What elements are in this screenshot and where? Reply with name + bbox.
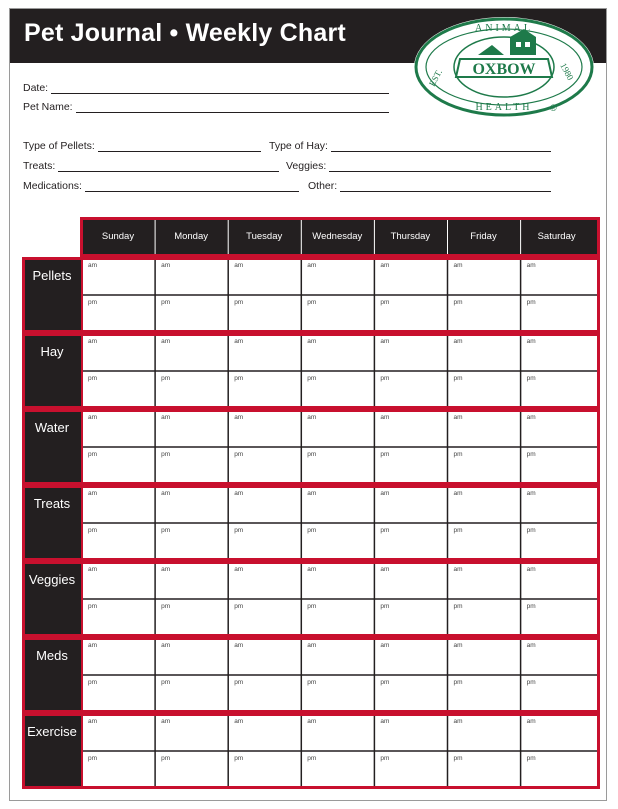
hay-type-label: Type of Hay: [269, 140, 328, 152]
pm-slot-label: pm [161, 679, 171, 686]
am-slot-label: am [380, 262, 390, 269]
am-slot-label: am [88, 642, 98, 649]
pm-slot-label: pm [88, 375, 98, 382]
pm-slot-label: pm [88, 603, 98, 610]
am-slot-label: am [453, 414, 463, 421]
logo-right-text: 1980 [558, 61, 576, 82]
entry-cell-meds-thursday-am[interactable] [376, 641, 445, 674]
pm-slot-label: pm [307, 679, 317, 686]
entry-cell-meds-saturday-pm[interactable] [523, 677, 592, 710]
pet-name-label: Pet Name: [23, 101, 73, 113]
entry-cell-water-friday-am[interactable] [450, 413, 519, 446]
am-slot-label: am [234, 642, 244, 649]
entry-cell-exercise-tuesday-am[interactable] [230, 717, 299, 750]
entry-cell-exercise-sunday-am[interactable] [84, 717, 153, 750]
am-slot-label: am [88, 718, 98, 725]
day-header-friday: Friday [470, 231, 497, 242]
pm-slot-label: pm [234, 299, 244, 306]
am-slot-label: am [380, 718, 390, 725]
am-slot-label: am [453, 642, 463, 649]
entry-cell-treats-tuesday-am[interactable] [230, 489, 299, 522]
am-slot-label: am [526, 490, 536, 497]
category-label-meds: Meds [36, 648, 68, 663]
date-label: Date: [23, 82, 49, 94]
pm-slot-label: pm [88, 527, 98, 534]
entry-cell-hay-saturday-am[interactable] [523, 337, 592, 370]
entry-cell-treats-friday-pm[interactable] [450, 525, 519, 558]
entry-cell-veggies-thursday-pm[interactable] [376, 601, 445, 634]
pm-slot-label: pm [307, 375, 317, 382]
am-slot-label: am [234, 490, 244, 497]
entry-cell-exercise-wednesday-am[interactable] [303, 717, 372, 750]
entry-cell-hay-friday-pm[interactable] [450, 373, 519, 406]
pm-slot-label: pm [526, 451, 536, 458]
am-slot-label: am [526, 642, 536, 649]
am-slot-label: am [526, 566, 536, 573]
am-slot-label: am [307, 642, 317, 649]
am-slot-label: am [380, 338, 390, 345]
category-label-hay: Hay [40, 344, 64, 359]
pm-slot-label: pm [307, 451, 317, 458]
entry-cell-water-thursday-pm[interactable] [376, 449, 445, 482]
veggies-field[interactable] [286, 160, 551, 172]
am-slot-label: am [526, 262, 536, 269]
entry-cell-pellets-monday-pm[interactable] [157, 297, 226, 330]
entry-cell-pellets-monday-am[interactable] [157, 261, 226, 294]
category-label-water: Water [34, 420, 70, 435]
entry-cell-exercise-tuesday-pm[interactable] [230, 753, 299, 786]
entry-cell-meds-saturday-am[interactable] [523, 641, 592, 674]
entry-cell-treats-saturday-pm[interactable] [523, 525, 592, 558]
day-header-wednesday: Wednesday [312, 231, 363, 242]
entry-cell-hay-monday-am[interactable] [157, 337, 226, 370]
medications-field[interactable] [23, 180, 299, 192]
date-field[interactable] [23, 82, 389, 94]
entry-cell-hay-thursday-am[interactable] [376, 337, 445, 370]
entry-cell-veggies-sunday-am[interactable] [84, 565, 153, 598]
day-header-monday: Monday [174, 231, 208, 242]
am-slot-label: am [161, 262, 171, 269]
entry-cell-meds-monday-am[interactable] [157, 641, 226, 674]
pm-slot-label: pm [453, 527, 463, 534]
entry-cell-hay-wednesday-pm[interactable] [303, 373, 372, 406]
am-slot-label: am [380, 414, 390, 421]
pm-slot-label: pm [234, 603, 244, 610]
am-slot-label: am [161, 338, 171, 345]
am-slot-label: am [234, 338, 244, 345]
page-title: Pet Journal • Weekly Chart [24, 19, 346, 47]
logo-name: OXBOW [472, 61, 536, 78]
entry-cell-veggies-wednesday-am[interactable] [303, 565, 372, 598]
am-slot-label: am [161, 718, 171, 725]
entry-cell-hay-monday-pm[interactable] [157, 373, 226, 406]
oxbow-logo [412, 15, 596, 119]
entry-cell-water-sunday-am[interactable] [84, 413, 153, 446]
entry-cell-pellets-wednesday-am[interactable] [303, 261, 372, 294]
pm-slot-label: pm [88, 755, 98, 762]
pm-slot-label: pm [453, 451, 463, 458]
am-slot-label: am [526, 338, 536, 345]
pm-slot-label: pm [161, 451, 171, 458]
am-slot-label: am [453, 262, 463, 269]
am-slot-label: am [88, 262, 98, 269]
am-slot-label: am [161, 566, 171, 573]
entry-cell-pellets-tuesday-pm[interactable] [230, 297, 299, 330]
entry-cell-treats-tuesday-pm[interactable] [230, 525, 299, 558]
am-slot-label: am [234, 566, 244, 573]
entry-cell-pellets-sunday-pm[interactable] [84, 297, 153, 330]
entry-cell-pellets-tuesday-am[interactable] [230, 261, 299, 294]
pm-slot-label: pm [526, 527, 536, 534]
pet-name-field[interactable] [23, 101, 389, 113]
am-slot-label: am [453, 566, 463, 573]
logo-bottom-text: HEALTH [475, 102, 533, 113]
entry-cell-water-monday-am[interactable] [157, 413, 226, 446]
entry-cell-hay-wednesday-am[interactable] [303, 337, 372, 370]
am-slot-label: am [526, 414, 536, 421]
am-slot-label: am [234, 262, 244, 269]
entry-cell-treats-thursday-pm[interactable] [376, 525, 445, 558]
entry-cell-water-friday-pm[interactable] [450, 449, 519, 482]
entry-cell-veggies-wednesday-pm[interactable] [303, 601, 372, 634]
day-header-tuesday: Tuesday [246, 231, 283, 242]
entry-cell-meds-wednesday-pm[interactable] [303, 677, 372, 710]
pm-slot-label: pm [161, 603, 171, 610]
entry-cell-meds-tuesday-am[interactable] [230, 641, 299, 674]
entry-cell-water-wednesday-am[interactable] [303, 413, 372, 446]
am-slot-label: am [380, 490, 390, 497]
pm-slot-label: pm [526, 299, 536, 306]
entry-cell-water-tuesday-pm[interactable] [230, 449, 299, 482]
pm-slot-label: pm [453, 679, 463, 686]
pm-slot-label: pm [453, 375, 463, 382]
entry-cell-treats-sunday-am[interactable] [84, 489, 153, 522]
entry-cell-exercise-wednesday-pm[interactable] [303, 753, 372, 786]
entry-cell-veggies-monday-am[interactable] [157, 565, 226, 598]
logo-left-text: EST. [426, 67, 445, 88]
logo-top-text: ANIMAL [475, 23, 533, 34]
entry-cell-meds-sunday-am[interactable] [84, 641, 153, 674]
pm-slot-label: pm [307, 527, 317, 534]
entry-cell-pellets-saturday-pm[interactable] [523, 297, 592, 330]
entry-cell-water-tuesday-am[interactable] [230, 413, 299, 446]
entry-cell-meds-wednesday-am[interactable] [303, 641, 372, 674]
pm-slot-label: pm [380, 451, 390, 458]
pm-slot-label: pm [526, 755, 536, 762]
entry-cell-hay-friday-am[interactable] [450, 337, 519, 370]
am-slot-label: am [234, 718, 244, 725]
entry-cell-hay-tuesday-am[interactable] [230, 337, 299, 370]
pm-slot-label: pm [234, 527, 244, 534]
journal-page [9, 8, 607, 801]
entry-cell-treats-saturday-am[interactable] [523, 489, 592, 522]
entry-cell-hay-tuesday-pm[interactable] [230, 373, 299, 406]
treats-field[interactable] [23, 160, 279, 172]
pm-slot-label: pm [234, 375, 244, 382]
weekly-chart [22, 217, 600, 797]
pm-slot-label: pm [307, 299, 317, 306]
entry-cell-veggies-saturday-pm[interactable] [523, 601, 592, 634]
treats-label: Treats: [23, 160, 56, 172]
pm-slot-label: pm [88, 451, 98, 458]
am-slot-label: am [380, 642, 390, 649]
entry-cell-hay-thursday-pm[interactable] [376, 373, 445, 406]
veggies-label: Veggies: [286, 160, 327, 172]
am-slot-label: am [380, 566, 390, 573]
am-slot-label: am [161, 490, 171, 497]
pm-slot-label: pm [453, 755, 463, 762]
entry-cell-pellets-saturday-am[interactable] [523, 261, 592, 294]
pm-slot-label: pm [161, 755, 171, 762]
entry-cell-exercise-saturday-pm[interactable] [523, 753, 592, 786]
entry-cell-pellets-wednesday-pm[interactable] [303, 297, 372, 330]
entry-cell-veggies-friday-pm[interactable] [450, 601, 519, 634]
entry-cell-veggies-thursday-am[interactable] [376, 565, 445, 598]
entry-cell-treats-monday-am[interactable] [157, 489, 226, 522]
pm-slot-label: pm [307, 755, 317, 762]
entry-cell-exercise-monday-pm[interactable] [157, 753, 226, 786]
pm-slot-label: pm [161, 299, 171, 306]
am-slot-label: am [161, 642, 171, 649]
am-slot-label: am [307, 414, 317, 421]
entry-cell-treats-wednesday-am[interactable] [303, 489, 372, 522]
entry-cell-pellets-friday-pm[interactable] [450, 297, 519, 330]
pm-slot-label: pm [380, 603, 390, 610]
entry-cell-pellets-sunday-am[interactable] [84, 261, 153, 294]
entry-cell-meds-friday-pm[interactable] [450, 677, 519, 710]
entry-cell-exercise-friday-pm[interactable] [450, 753, 519, 786]
am-slot-label: am [307, 566, 317, 573]
am-slot-label: am [453, 338, 463, 345]
pm-slot-label: pm [380, 527, 390, 534]
entry-cell-veggies-tuesday-pm[interactable] [230, 601, 299, 634]
am-slot-label: am [453, 490, 463, 497]
am-slot-label: am [161, 414, 171, 421]
entry-cell-veggies-saturday-am[interactable] [523, 565, 592, 598]
entry-cell-water-wednesday-pm[interactable] [303, 449, 372, 482]
am-slot-label: am [88, 414, 98, 421]
am-slot-label: am [307, 718, 317, 725]
entry-cell-treats-monday-pm[interactable] [157, 525, 226, 558]
am-slot-label: am [88, 338, 98, 345]
pm-slot-label: pm [453, 299, 463, 306]
entry-cell-treats-thursday-am[interactable] [376, 489, 445, 522]
pm-slot-label: pm [380, 755, 390, 762]
entry-cell-hay-sunday-pm[interactable] [84, 373, 153, 406]
entry-cell-water-thursday-am[interactable] [376, 413, 445, 446]
pm-slot-label: pm [161, 375, 171, 382]
am-slot-label: am [453, 718, 463, 725]
am-slot-label: am [307, 490, 317, 497]
entry-cell-water-saturday-pm[interactable] [523, 449, 592, 482]
category-label-pellets: Pellets [32, 268, 72, 283]
entry-cell-veggies-monday-pm[interactable] [157, 601, 226, 634]
pm-slot-label: pm [526, 679, 536, 686]
entry-cell-treats-friday-am[interactable] [450, 489, 519, 522]
day-header-saturday: Saturday [537, 231, 576, 242]
am-slot-label: am [88, 566, 98, 573]
pm-slot-label: pm [161, 527, 171, 534]
entry-cell-meds-monday-pm[interactable] [157, 677, 226, 710]
category-label-exercise: Exercise [27, 724, 77, 739]
pm-slot-label: pm [380, 299, 390, 306]
logo-registered-mark: ® [550, 103, 557, 113]
pm-slot-label: pm [380, 375, 390, 382]
entry-cell-veggies-tuesday-am[interactable] [230, 565, 299, 598]
entry-cell-exercise-thursday-pm[interactable] [376, 753, 445, 786]
entry-cell-veggies-friday-am[interactable] [450, 565, 519, 598]
pm-slot-label: pm [526, 603, 536, 610]
pm-slot-label: pm [234, 679, 244, 686]
pm-slot-label: pm [526, 375, 536, 382]
entry-cell-meds-thursday-pm[interactable] [376, 677, 445, 710]
pm-slot-label: pm [88, 679, 98, 686]
pellets-type-field[interactable] [23, 140, 261, 152]
am-slot-label: am [307, 338, 317, 345]
entry-cell-exercise-monday-am[interactable] [157, 717, 226, 750]
pm-slot-label: pm [234, 451, 244, 458]
entry-cell-pellets-thursday-am[interactable] [376, 261, 445, 294]
entry-cell-water-sunday-pm[interactable] [84, 449, 153, 482]
other-label: Other: [308, 180, 338, 192]
entry-cell-exercise-sunday-pm[interactable] [84, 753, 153, 786]
entry-cell-meds-sunday-pm[interactable] [84, 677, 153, 710]
am-slot-label: am [526, 718, 536, 725]
entry-cell-water-monday-pm[interactable] [157, 449, 226, 482]
hay-type-field[interactable] [269, 140, 551, 152]
pellets-type-label: Type of Pellets: [23, 140, 95, 152]
am-slot-label: am [88, 490, 98, 497]
am-slot-label: am [234, 414, 244, 421]
entry-cell-veggies-sunday-pm[interactable] [84, 601, 153, 634]
other-field[interactable] [308, 180, 551, 192]
entry-cell-exercise-saturday-am[interactable] [523, 717, 592, 750]
entry-cell-pellets-thursday-pm[interactable] [376, 297, 445, 330]
pm-slot-label: pm [380, 679, 390, 686]
entry-cell-meds-tuesday-pm[interactable] [230, 677, 299, 710]
entry-cell-hay-saturday-pm[interactable] [523, 373, 592, 406]
entry-cell-water-saturday-am[interactable] [523, 413, 592, 446]
entry-cell-treats-sunday-pm[interactable] [84, 525, 153, 558]
pm-slot-label: pm [234, 755, 244, 762]
entry-cell-pellets-friday-am[interactable] [450, 261, 519, 294]
entry-cell-meds-friday-am[interactable] [450, 641, 519, 674]
day-header-thursday: Thursday [390, 231, 431, 242]
entry-cell-treats-wednesday-pm[interactable] [303, 525, 372, 558]
pm-slot-label: pm [453, 603, 463, 610]
pm-slot-label: pm [88, 299, 98, 306]
entry-cell-exercise-friday-am[interactable] [450, 717, 519, 750]
category-label-veggies: Veggies [28, 572, 76, 587]
medications-label: Medications: [23, 180, 82, 192]
entry-cell-exercise-thursday-am[interactable] [376, 717, 445, 750]
day-header-sunday: Sunday [101, 231, 135, 242]
am-slot-label: am [307, 262, 317, 269]
pm-slot-label: pm [307, 603, 317, 610]
category-label-treats: Treats [33, 496, 71, 511]
entry-cell-hay-sunday-am[interactable] [84, 337, 153, 370]
